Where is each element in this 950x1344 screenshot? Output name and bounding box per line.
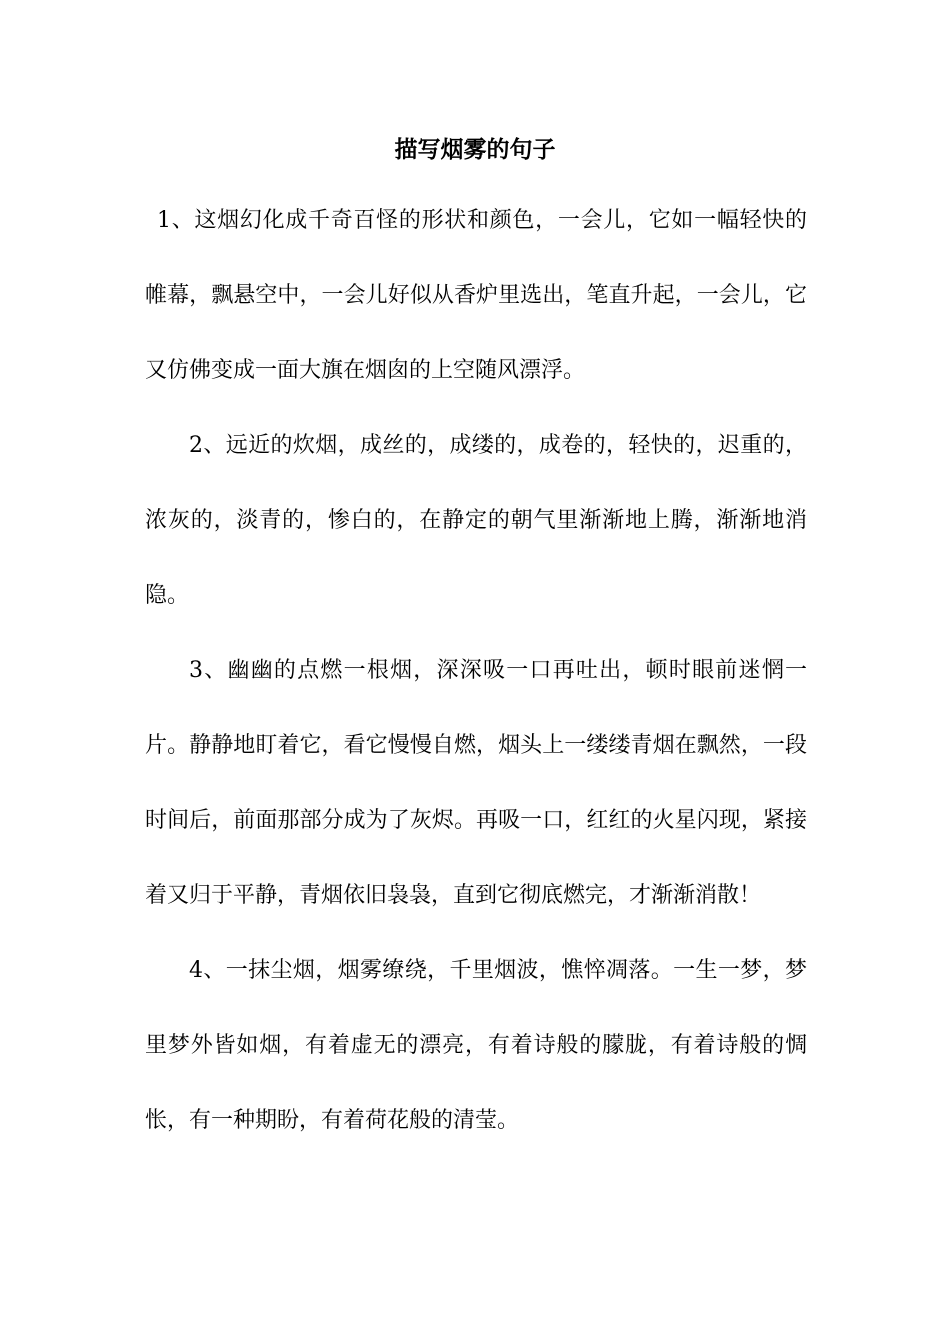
paragraph-3: 3、幽幽的点燃一根烟，深深吸一口再吐出，顿时眼前迷惘一片。静静地盯着它，看它慢慢自燃，烟头上一缕缕青烟在飘然，一段时间后，前面那部分成为了灰烬。再吸一口，红红的火星闪现，紧接着又归于平静，青烟依旧袅袅，直到它彻底燃完，才渐渐消散！ bbox=[145, 658, 807, 908]
paragraph-1: 1、这烟幻化成千奇百怪的形状和颜色，一会儿，它如一幅轻快的帷幕，飘悬空中，一会儿好似从香炉里选出，笔直升起，一会儿，它又仿佛变成一面大旗在烟囱的上空随风漂浮。 bbox=[145, 208, 807, 383]
document-title: 描写烟雾的句子 bbox=[394, 136, 556, 163]
document-body bbox=[145, 183, 807, 1158]
paragraph-4: 4、一抹尘烟，烟雾缭绕，千里烟波，憔悴凋落。一生一梦，梦里梦外皆如烟，有着虚无的漂亮，有着诗般的朦胧，有着诗般的惆怅，有一种期盼，有着荷花般的清莹。 bbox=[145, 958, 807, 1133]
paragraph-2: 2、远近的炊烟，成丝的，成缕的，成卷的，轻快的，迟重的，浓灰的，淡青的，惨白的，在静定的朝气里渐渐地上腾，渐渐地消隐。 bbox=[145, 433, 807, 608]
